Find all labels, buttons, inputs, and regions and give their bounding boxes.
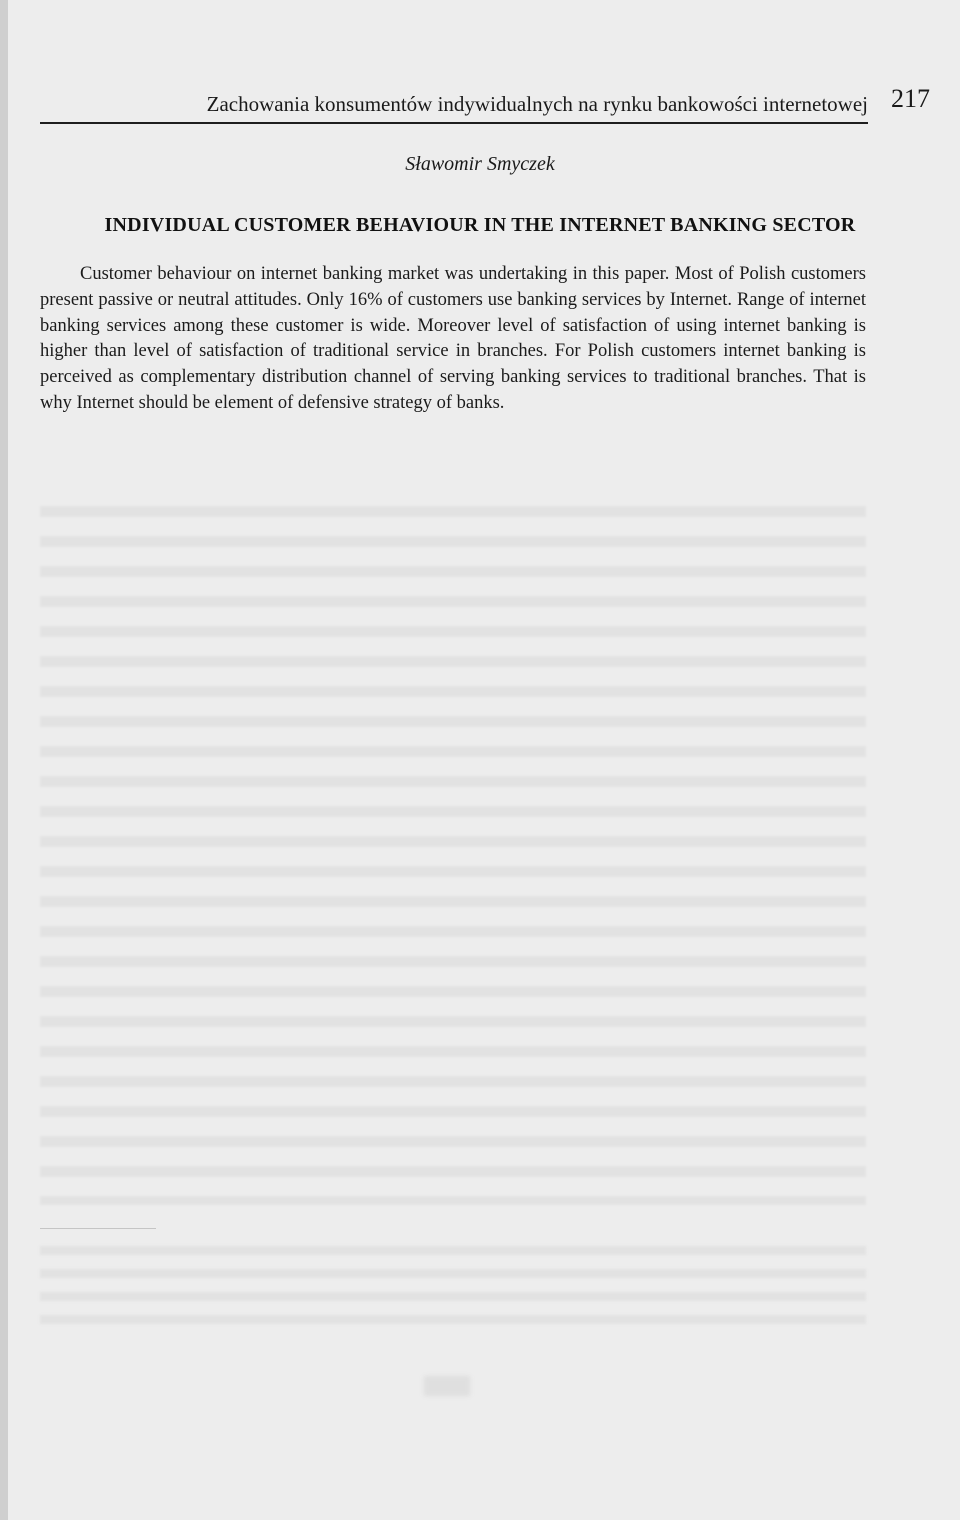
- running-head-title: Zachowania konsumentów indywidualnych na rynku bankowości internetowej: [206, 92, 868, 116]
- abstract-paragraph: Customer behaviour on internet banking market was undertaking in this paper. Most of Polish customers present passive or neutral attitudes. Only 16% of customers use banking services by Internet. Range of internet banking services among these customer is wide. Moreover level of satisfaction of using internet banking is higher than level of satisfaction of traditional service in branches. For Polish customers internet banking is perceived as complementary distribution channel of serving banking services to traditional branches. That is why Internet should be element of defensive strategy of banks.: [40, 264, 866, 413]
- running-head: [40, 88, 868, 124]
- footnote-divider: [40, 1228, 156, 1229]
- faded-page-mark: [424, 1376, 470, 1396]
- article-title: INDIVIDUAL CUSTOMER BEHAVIOUR IN THE INTERNET BANKING SECTOR: [104, 214, 856, 236]
- author-name: Sławomir Smyczek: [405, 153, 555, 175]
- page-number: 217: [891, 84, 930, 113]
- faded-bleed-through-text: [40, 497, 866, 1205]
- faded-footnotes: [40, 1240, 866, 1332]
